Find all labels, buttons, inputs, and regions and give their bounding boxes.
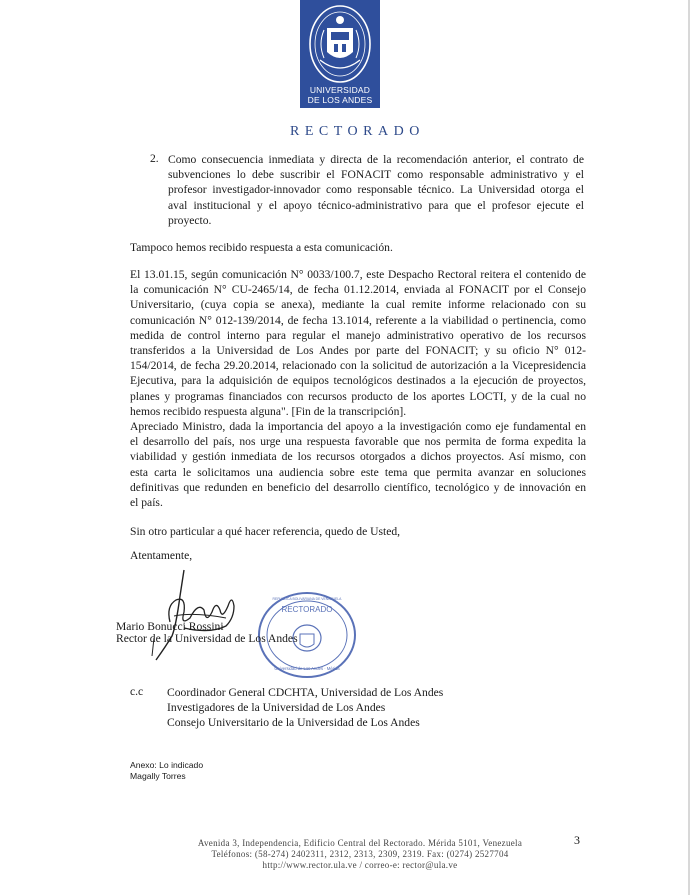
cc-label: c.c (130, 685, 144, 698)
university-logo (300, 0, 380, 108)
paragraph-reiteration (130, 267, 586, 419)
list-item-number: 2. (150, 152, 159, 165)
cc-recipient: Consejo Universitario de la Universidad de Los Andes (167, 716, 420, 730)
initials-note: Magally Torres (130, 771, 186, 781)
page-number: 3 (574, 833, 580, 847)
stamp-bottom-text: Universidad de Los Andes · Mérida (274, 666, 340, 671)
text-line: profesor investigador-innovador como responsable técnico. La Universidad otorga el (168, 183, 584, 197)
text-line: el país. (130, 496, 163, 510)
text-line: proyecto. (168, 213, 212, 227)
footer-web-email: http://www.rector.ula.ve / correo-e: rector@ula.ve (262, 859, 458, 870)
cc-recipient: Coordinador General CDCHTA, Universidad de Los Andes (167, 686, 444, 699)
text-line: Apreciado Ministro, dada la importancia del apoyo a la investigación como eje fundamental en (130, 420, 586, 433)
text-line: 154/2014, de fecha 29.20.2014, relacionado con la solicitud de autorización a la Vicepresidencia (130, 359, 586, 373)
salutation: Atentamente, (130, 549, 193, 562)
paragraph-no-response: Tampoco hemos recibido respuesta a esta comunicación. (130, 241, 393, 254)
letterhead-footer (150, 838, 570, 870)
annex-note: Anexo: Lo indicado (130, 760, 204, 770)
logo-text-line1: UNIVERSIDAD (309, 85, 371, 95)
text-line: la comunicación N° CU-2465/14, de fecha 01.12.2014, enviada al FONACIT por el Consejo (130, 283, 586, 297)
signatory-title: Rector de la Universidad de Los Andes (116, 632, 298, 645)
text-line: Universitario, (cuya copia se anexa), mediante la cual remite informe relacionado con su (130, 298, 586, 312)
stamp-ring-text: REPUBLICA BOLIVARIANA DE VENEZUELA (272, 597, 342, 601)
text-line: hemos recibido respuesta alguna". [Fin de la transcripción]. (130, 404, 407, 418)
text-line: aval institucional y el apoyo técnico-administrativo para que el profesor ejecute el (168, 198, 584, 212)
text-line: el desarrollo del país, nos urge una respuesta favorable que nos permita de forma expedita la (130, 435, 586, 449)
signatory-name: Mario Bonucci Rossini (116, 620, 224, 633)
footer-address: Avenida 3, Independencia, Edificio Central del Rectorado. Mérida 5101, Venezuela (197, 838, 523, 848)
text-line: subvenciones lo debe suscribir el FONACIT como responsable administrativo y el (168, 168, 584, 182)
text-line: comunicación N° 012-139/2014, de fecha 13.1014, referente a la viabilidad o pertinencia, como (130, 313, 586, 327)
paragraph-minister (130, 419, 586, 510)
text-line: Como consecuencia inmediata y directa de la recomendación anterior, el contrato de (168, 153, 584, 166)
stamp-rectorado-text: RECTORADO (281, 605, 333, 614)
handwritten-signature (114, 566, 254, 666)
text-line: medida de control interno para regular el manejo administrativo operativo de los recursos (130, 328, 586, 342)
text-line: definitivas que redunden en beneficio del desarrollo científico, tecnológico y de innovación en (130, 480, 586, 494)
text-line: transferidos a la Universidad de Los Andes por parte del FONACIT; y su oficio N° 012- (130, 344, 586, 358)
text-line: esta carta le solicitamos una audiencia sobre este tema que permita avanzar en soluciones (130, 465, 586, 479)
department-heading: RECTORADO (290, 124, 425, 139)
cc-recipients (167, 685, 547, 731)
list-item-2 (168, 152, 584, 228)
footer-phones: Teléfonos: (58-274) 2402311, 2312, 2313, 2309, 2319. Fax: (0274) 2527704 (211, 848, 509, 859)
text-line: viabilidad y gestión inmediata de los recursos otorgados a dichos proyectos. Así mismo, con (130, 450, 586, 464)
logo-text-line2: DE LOS ANDES (307, 95, 373, 105)
text-line: Ejecutiva, para la adquisición de equipos tecnológicos destinados a la ejecución de proyectos, (130, 374, 586, 388)
cc-recipient: Investigadores de la Universidad de Los Andes (167, 701, 386, 715)
closing-sentence: Sin otro particular a qué hacer referencia, quedo de Usted, (130, 525, 401, 538)
text-line: planes y programas financiados con recursos producto de los aportes LOCTI, y de la cual no (130, 389, 586, 403)
text-line: El 13.01.15, según comunicación N° 0033/100.7, este Despacho Rectoral reitera el contenido de (130, 268, 586, 281)
